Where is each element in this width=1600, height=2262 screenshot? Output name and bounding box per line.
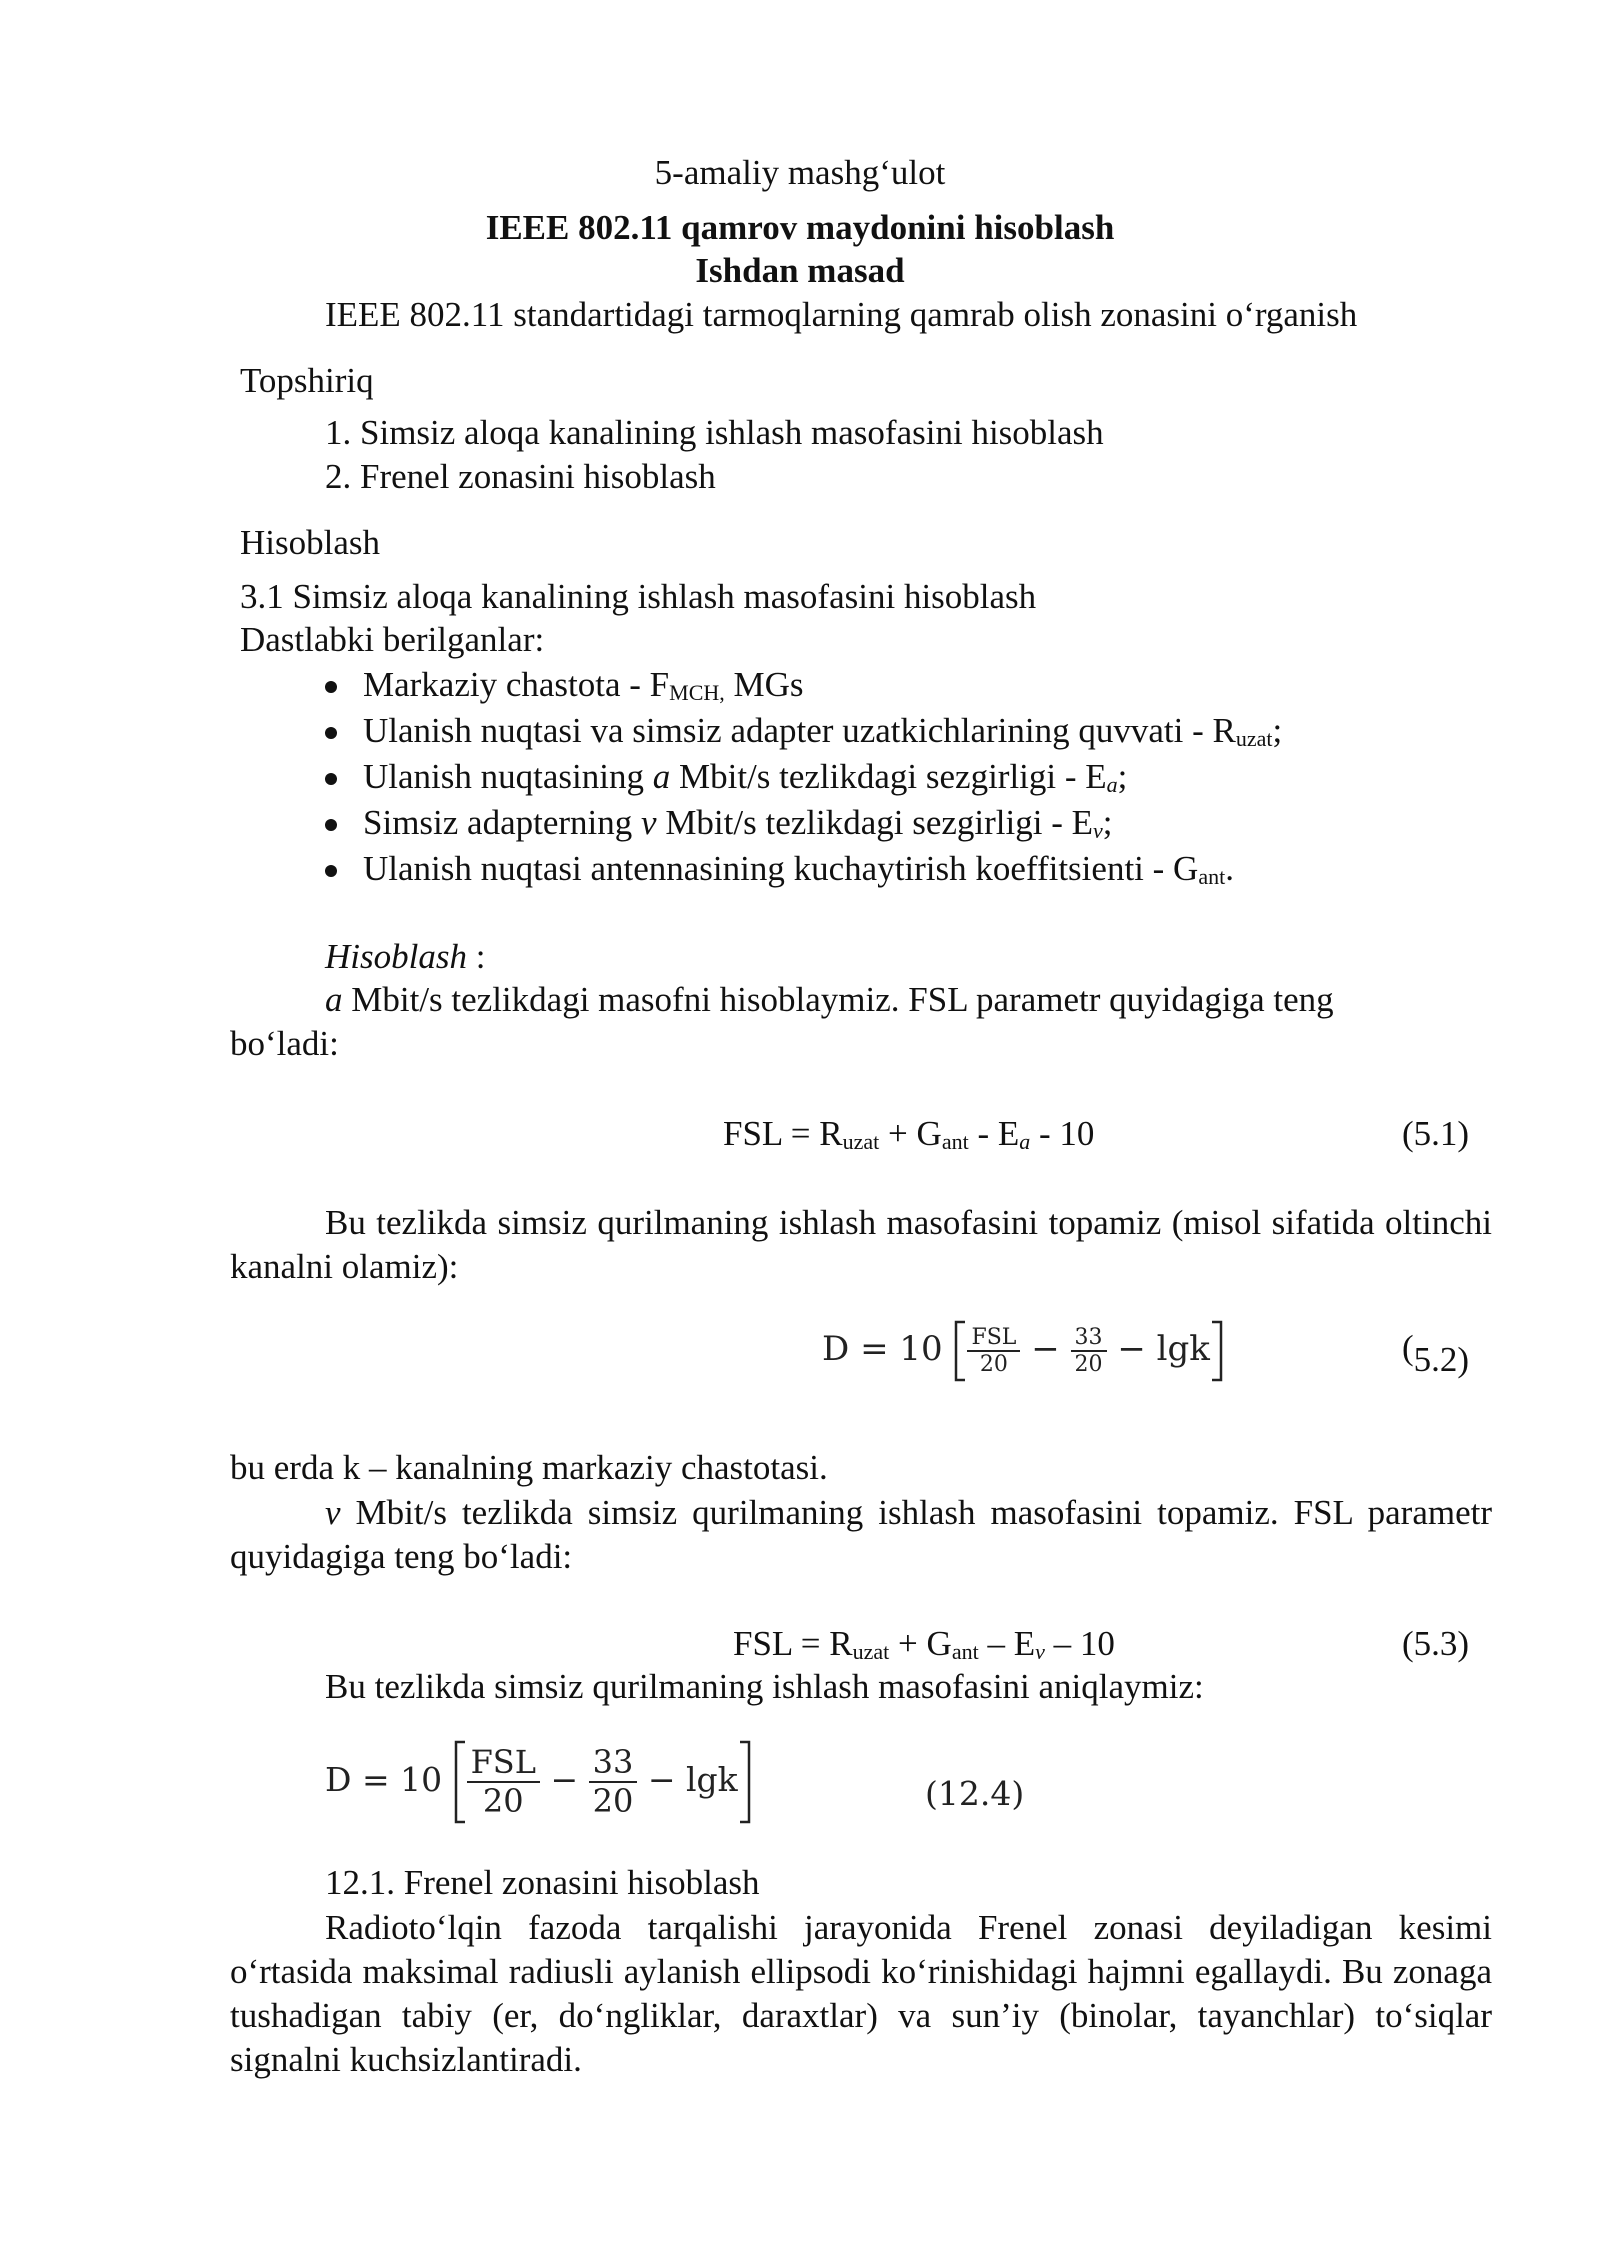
bullet-item-frequency: Markaziy chastota - $F_{MCH,}$ MGs [363,665,804,705]
right-bracket-icon [738,1740,752,1824]
bullet-item-adapter-sensitivity: Simsiz adapterning v Mbit/s tezlikdagi sezgirligi - $E_v$; [363,803,1113,843]
calc-label: Hisoblash : [325,937,486,976]
left-bracket-icon [453,1740,467,1824]
paragraph-a-speed-cont: bo‘ladi: [230,1024,339,1063]
purpose-heading: Ishdan masad [695,251,905,290]
equation-12-4: D = 10 $\frac{\text{FSL}}{20}$ − $\frac{33}{20}$ − lgk [325,1740,752,1824]
equation-number-5-3: (5.3) [1402,1624,1470,1663]
bullet-dot [325,773,337,785]
fresnel-paragraph: Radioto‘lqin fazoda tarqalishi jarayonida Frenel zonasi deyiladigan kesimi o‘rtasida maksimal radiusli aylanish ellipsodi ko‘rinishidagi hajmni egallaydi. Bu zonaga tushadigan tabiy (er, do‘ngliklar, daraxtlar) va sun’iy (binolar, tayanchlar) to‘siqlar signalni kuchsizlantiradi. [230,1908,1492,2079]
equation-number-12-4: (12.4) [925,1774,1025,1813]
paragraph-v-speed: v Mbit/s tezlikda simsiz qurilmaning ishlash masofasini topamiz. FSL parametr quyidagiga teng bo‘ladi: [230,1493,1492,1576]
bullet-dot [325,681,337,693]
equation-5-3: FSL = $R_{uzat} + G_{ant} - E_v - 10$ [733,1624,1115,1664]
bullet-dot [325,865,337,877]
lesson-number: 5-amaliy mashg‘ulot [654,153,946,192]
paragraph-find-distance: Bu tezlikda simsiz qurilmaning ishlash masofasini topamiz (misol sifatida oltinchi kanalni olamiz): [230,1203,1492,1286]
equation-number-5-2: (5.2) [1402,1328,1470,1379]
purpose-text: IEEE 802.11 standartidagi tarmoqlarning qamrab olish zonasini o‘rganish [325,295,1358,334]
task-item-2: 2. Frenel zonasini hisoblash [325,457,716,496]
paragraph-determine-distance: Bu tezlikda simsiz qurilmaning ishlash masofasini aniqlaymiz: [325,1667,1204,1706]
right-bracket-icon [1210,1320,1224,1382]
left-bracket-icon [953,1320,967,1382]
bullet-item-power: Ulanish nuqtasi va simsiz adapter uzatkichlarining quvvati - $R_{uzat}$; [363,711,1283,751]
paragraph-k-definition: bu erda k – kanalning markaziy chastotasi. [230,1448,828,1487]
task-item-1: 1. Simsiz aloqa kanalining ishlash masofasini hisoblash [325,413,1104,452]
given-heading: Dastlabki berilganlar: [240,620,545,659]
fresnel-heading: 12.1. Frenel zonasini hisoblash [325,1863,760,1902]
bullet-item-antenna-gain: Ulanish nuqtasi antennasining kuchaytirish koeffitsienti - $G_{ant}$. [363,849,1234,889]
bullet-item-ap-sensitivity: Ulanish nuqtasining a Mbit/s tezlikdagi sezgirligi - $E_a$; [363,757,1128,797]
equation-number-5-1: (5.1) [1402,1114,1470,1153]
equation-5-2: D = 10 $\frac{\text{FSL}}{20}$ − $\frac{33}{20}$ − lgk [822,1320,1224,1382]
equation-5-1: FSL = $R_{uzat} + G_{ant} - E_a - 10$ [723,1114,1095,1154]
page-title: IEEE 802.11 qamrov maydonini hisoblash [485,208,1115,247]
bullet-dot [325,819,337,831]
calc-subheading: 3.1 Simsiz aloqa kanalining ishlash masofasini hisoblash [240,577,1037,616]
paragraph-a-speed: a Mbit/s tezlikdagi masofni hisoblaymiz. FSL parametr quyidagiga teng [325,980,1334,1019]
task-heading: Topshiriq [240,361,374,400]
bullet-dot [325,727,337,739]
calc-heading: Hisoblash [240,523,380,562]
